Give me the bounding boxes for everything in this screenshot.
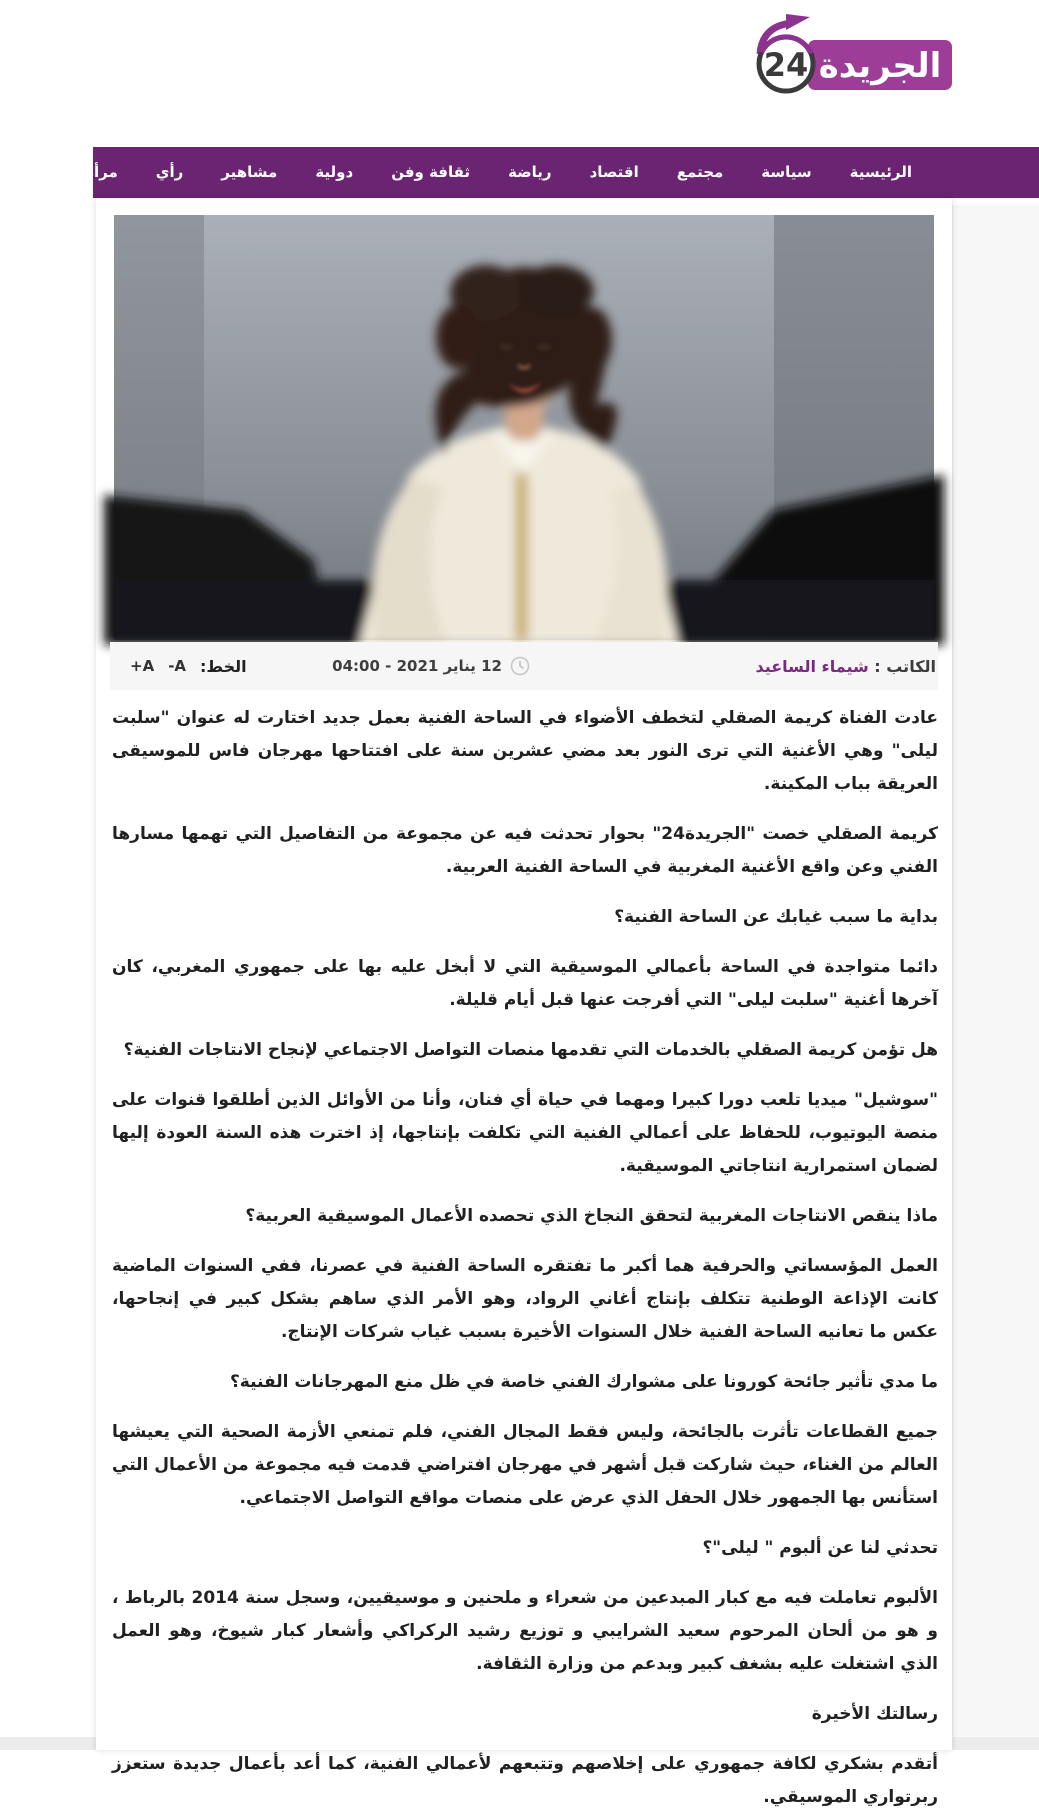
font-size-label: الخط: <box>200 656 247 676</box>
interview-answer: الألبوم تعاملت فيه مع كبار المبدعين من شعراء و ملحنين و موسيقيين، وسجل سنة 2014 بالرباط ، و هو من ألحان المرحوم سعيد الشرايبي و توزيع رشيد الركراكي وأشعار كبار شيوخ، وهو العمل الذي اشتغلت عليه بشغف كبير وبدعم من وزارة الثقافة. <box>112 1588 938 1674</box>
site-logo[interactable] <box>746 14 952 94</box>
interview-question: هل تؤمن كريمة الصقلي بالخدمات التي تقدمها منصات التواصل الاجتماعي لإنجاح الانتاجات الفنية؟ <box>123 1040 938 1060</box>
interview-answer: جميع القطاعات تأثرت بالجائحة، وليس فقط المجال الفني، فلم تمنعي الأزمة الصحية التي يعيشها العالم من الغناء، حيث شاركت قبل أشهر في مهرجان افتراضي قدمت فيه مجموعة من الأعمال التي استأنس بها الجمهور خلال الحفل الذي عرض على منصات مواقع التواصل الاجتماعي. <box>112 1422 938 1508</box>
publish-date: 12 يناير 2021 - 04:00 <box>332 657 502 675</box>
article-paragraph: عادت الفناة كريمة الصقلي لتخطف الأضواء في الساحة الفنية بعمل جديد اختارت له عنوان "سلبت ليلى" وهي الأغنية التي ترى النور بعد مضي عشرين سنة على افتتاحها مهرجان فاس للموسيقى العريقة بباب المكينة. <box>112 708 938 794</box>
article-body <box>96 690 952 1814</box>
article-meta-row <box>110 642 938 690</box>
photo-illustration <box>114 215 934 640</box>
interview-answer: دائما متواجدة في الساحة بأعمالي الموسيقية التي لا أبخل عليه بها على جمهوري المغربي، كان آخرها أغنية "سلبت ليلى" التي أفرجت عنها قبل أيام قليلة. <box>112 957 938 1010</box>
publish-date-group <box>332 642 530 690</box>
nav-item-politics[interactable]: سياسة <box>761 163 812 181</box>
logo-graphic <box>746 14 952 92</box>
nav-item-culture[interactable]: ثقافة وفن <box>391 163 471 181</box>
nav-item-economy[interactable]: اقتصاد <box>589 163 639 181</box>
interview-answer: أتقدم بشكري لكافة جمهوري على إخلاصهم وتتبعهم لأعمالي الفنية، كما أعد بأعمال جديدة ستعزز ربرتواري الموسيقي. <box>112 1754 938 1807</box>
page-side-background <box>952 205 1039 1750</box>
nav-item-sports[interactable]: رياضة <box>508 163 552 181</box>
font-increase-button[interactable]: +A <box>130 657 155 675</box>
nav-item-world[interactable]: دولية <box>315 163 354 181</box>
font-decrease-button[interactable]: -A <box>168 657 187 675</box>
byline <box>755 657 936 676</box>
font-size-controls <box>112 657 247 676</box>
main-navigation <box>85 147 1039 198</box>
logo-number: 24 <box>763 46 809 84</box>
interview-answer: العمل المؤسساتي والحرفية هما أكبر ما تفتقره الساحة الفنية في عصرنا، ففي السنوات الماضية كانت الإذاعة الوطنية تتكلف بإنتاج أغاني الرواد، وهو الأمر الذي ساهم بشكل كبير في إنجاحها، عكس ما تعانيه الساحة الفنية خلال السنوات الأخيرة بسبب غياب شركات الإنتاج. <box>112 1256 938 1342</box>
nav-item-woman[interactable]: مرأة <box>85 163 118 181</box>
clock-icon <box>510 656 530 676</box>
interview-question: ماذا ينقص الانتاجات المغربية لتحقق النجاخ الذي تحصده الأعمال الموسيقية العربية؟ <box>245 1206 938 1226</box>
interview-question: بداية ما سبب غيابك عن الساحة الفنية؟ <box>614 907 938 927</box>
nav-item-society[interactable]: مجتمع <box>676 163 724 181</box>
interview-answer: "سوشيل" ميديا تلعب دورا كبيرا ومهما في حياة أي فنان، وأنا من الأوائل الذين أطلقوا قنوات على منصة اليوتيوب، للحفاظ على أعمالي الفنية التي تكلفت بإنتاجها، إذ اخترت هذه السنة العودة إليها لضمان استمرارية انتاجاتي الموسيقية. <box>112 1090 938 1176</box>
interview-question: تحدثي لنا عن ألبوم " ليلى"؟ <box>702 1538 938 1558</box>
article-photo <box>114 215 934 640</box>
byline-label: الكاتب : <box>868 656 936 676</box>
interview-question: ما مدي تأثير جائحة كورونا على مشوارك الفني خاصة في ظل منع المهرجانات الفنية؟ <box>229 1372 938 1392</box>
nav-item-celebs[interactable]: مشاهير <box>221 163 278 181</box>
nav-item-home[interactable]: الرئيسية <box>849 163 912 181</box>
article-paragraph: كريمة الصقلي خصت "الجريدة24" بحوار تحدثت فيه عن مجموعة من التفاصيل التي تهمها مسارها الفني وعن واقع الأغنية المغربية في الساحة الفنية العربية. <box>112 824 938 877</box>
nav-item-opinion[interactable]: رأي <box>155 163 184 181</box>
interview-question: رسالتك الأخيرة <box>811 1704 938 1724</box>
author-link[interactable]: شيماء الساعيد <box>755 656 869 676</box>
logo-wordmark: الجريدة <box>818 46 942 86</box>
article-container <box>96 198 952 1807</box>
